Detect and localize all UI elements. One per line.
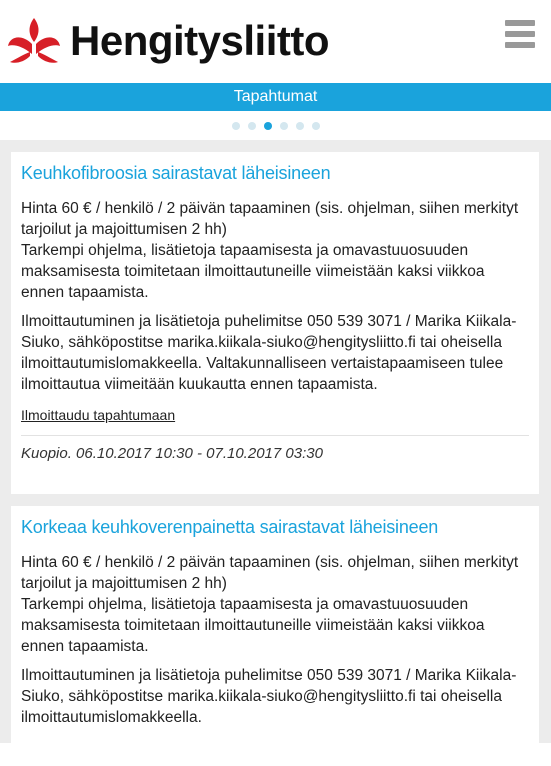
hengitysliitto-logo-icon[interactable] — [6, 12, 62, 70]
carousel-dot[interactable] — [248, 122, 256, 130]
carousel-dots — [0, 112, 551, 140]
event-title[interactable]: Keuhkofibroosia sairastavat läheisineen — [21, 163, 331, 183]
site-header — [0, 0, 551, 83]
event-card — [11, 506, 539, 766]
event-price: Hinta 60 € / henkilö / 2 päivän tapaaminen (sis. ohjelman, siihen merkityt tarjoilut ja majoittumisen 2 hh) — [21, 200, 519, 238]
event-info: Tarkempi ohjelma, lisätietoja tapaamisesta ja omavastuuosuuden maksamisesta toimitetaan ilmoittautuneille viimeistään kaksi viikkoa ennen tapaamista. — [21, 242, 485, 301]
event-price: Hinta 60 € / henkilö / 2 päivän tapaaminen (sis. ohjelman, siihen merkityt tarjoilut ja majoittumisen 2 hh) — [21, 554, 519, 592]
carousel-dot[interactable] — [312, 122, 320, 130]
menu-bar — [505, 20, 535, 26]
menu-bar — [505, 42, 535, 48]
event-title[interactable]: Korkeaa keuhkoverenpainetta sairastavat läheisineen — [21, 517, 439, 537]
section-banner: Tapahtumat — [0, 83, 551, 111]
carousel-dot-active[interactable] — [264, 122, 272, 130]
event-meta: Kuopio. 06.10.2017 10:30 - 07.10.2017 03:30 — [21, 445, 323, 462]
divider — [21, 435, 529, 436]
event-card — [11, 152, 539, 494]
logo-text[interactable]: Hengitysliitto — [70, 17, 330, 64]
hamburger-menu-button[interactable] — [505, 20, 535, 50]
menu-bar — [505, 31, 535, 37]
event-info: Tarkempi ohjelma, lisätietoja tapaamisesta ja omavastuuosuuden maksamisesta toimitetaan ilmoittautuneille viimeistään kaksi viikkoa ennen tapaamista. — [21, 596, 485, 655]
carousel-dot[interactable] — [280, 122, 288, 130]
event-contact: Ilmoittautuminen ja lisätietoja puhelimitse 050 539 3071 / Marika Kiikala-Siuko, sähköpostitse marika.kiikala-siuko@hengitysliitto.fi tai oheisella ilmoittautumislomakkeella. — [21, 667, 517, 726]
carousel-dot[interactable] — [296, 122, 304, 130]
carousel-dot[interactable] — [232, 122, 240, 130]
events-list — [0, 140, 551, 743]
event-contact: Ilmoittautuminen ja lisätietoja puhelimitse 050 539 3071 / Marika Kiikala-Siuko, sähköpostitse marika.kiikala-siuko@hengitysliitto.fi tai oheisella ilmoittautumislomakkeella. Valtakunnalliseen vertaistapaamiseen tulee ilmoittautua viimeitään kuukautta ennen tapaamista. — [21, 313, 517, 393]
signup-link[interactable]: Ilmoittaudu tapahtumaan — [21, 407, 176, 423]
